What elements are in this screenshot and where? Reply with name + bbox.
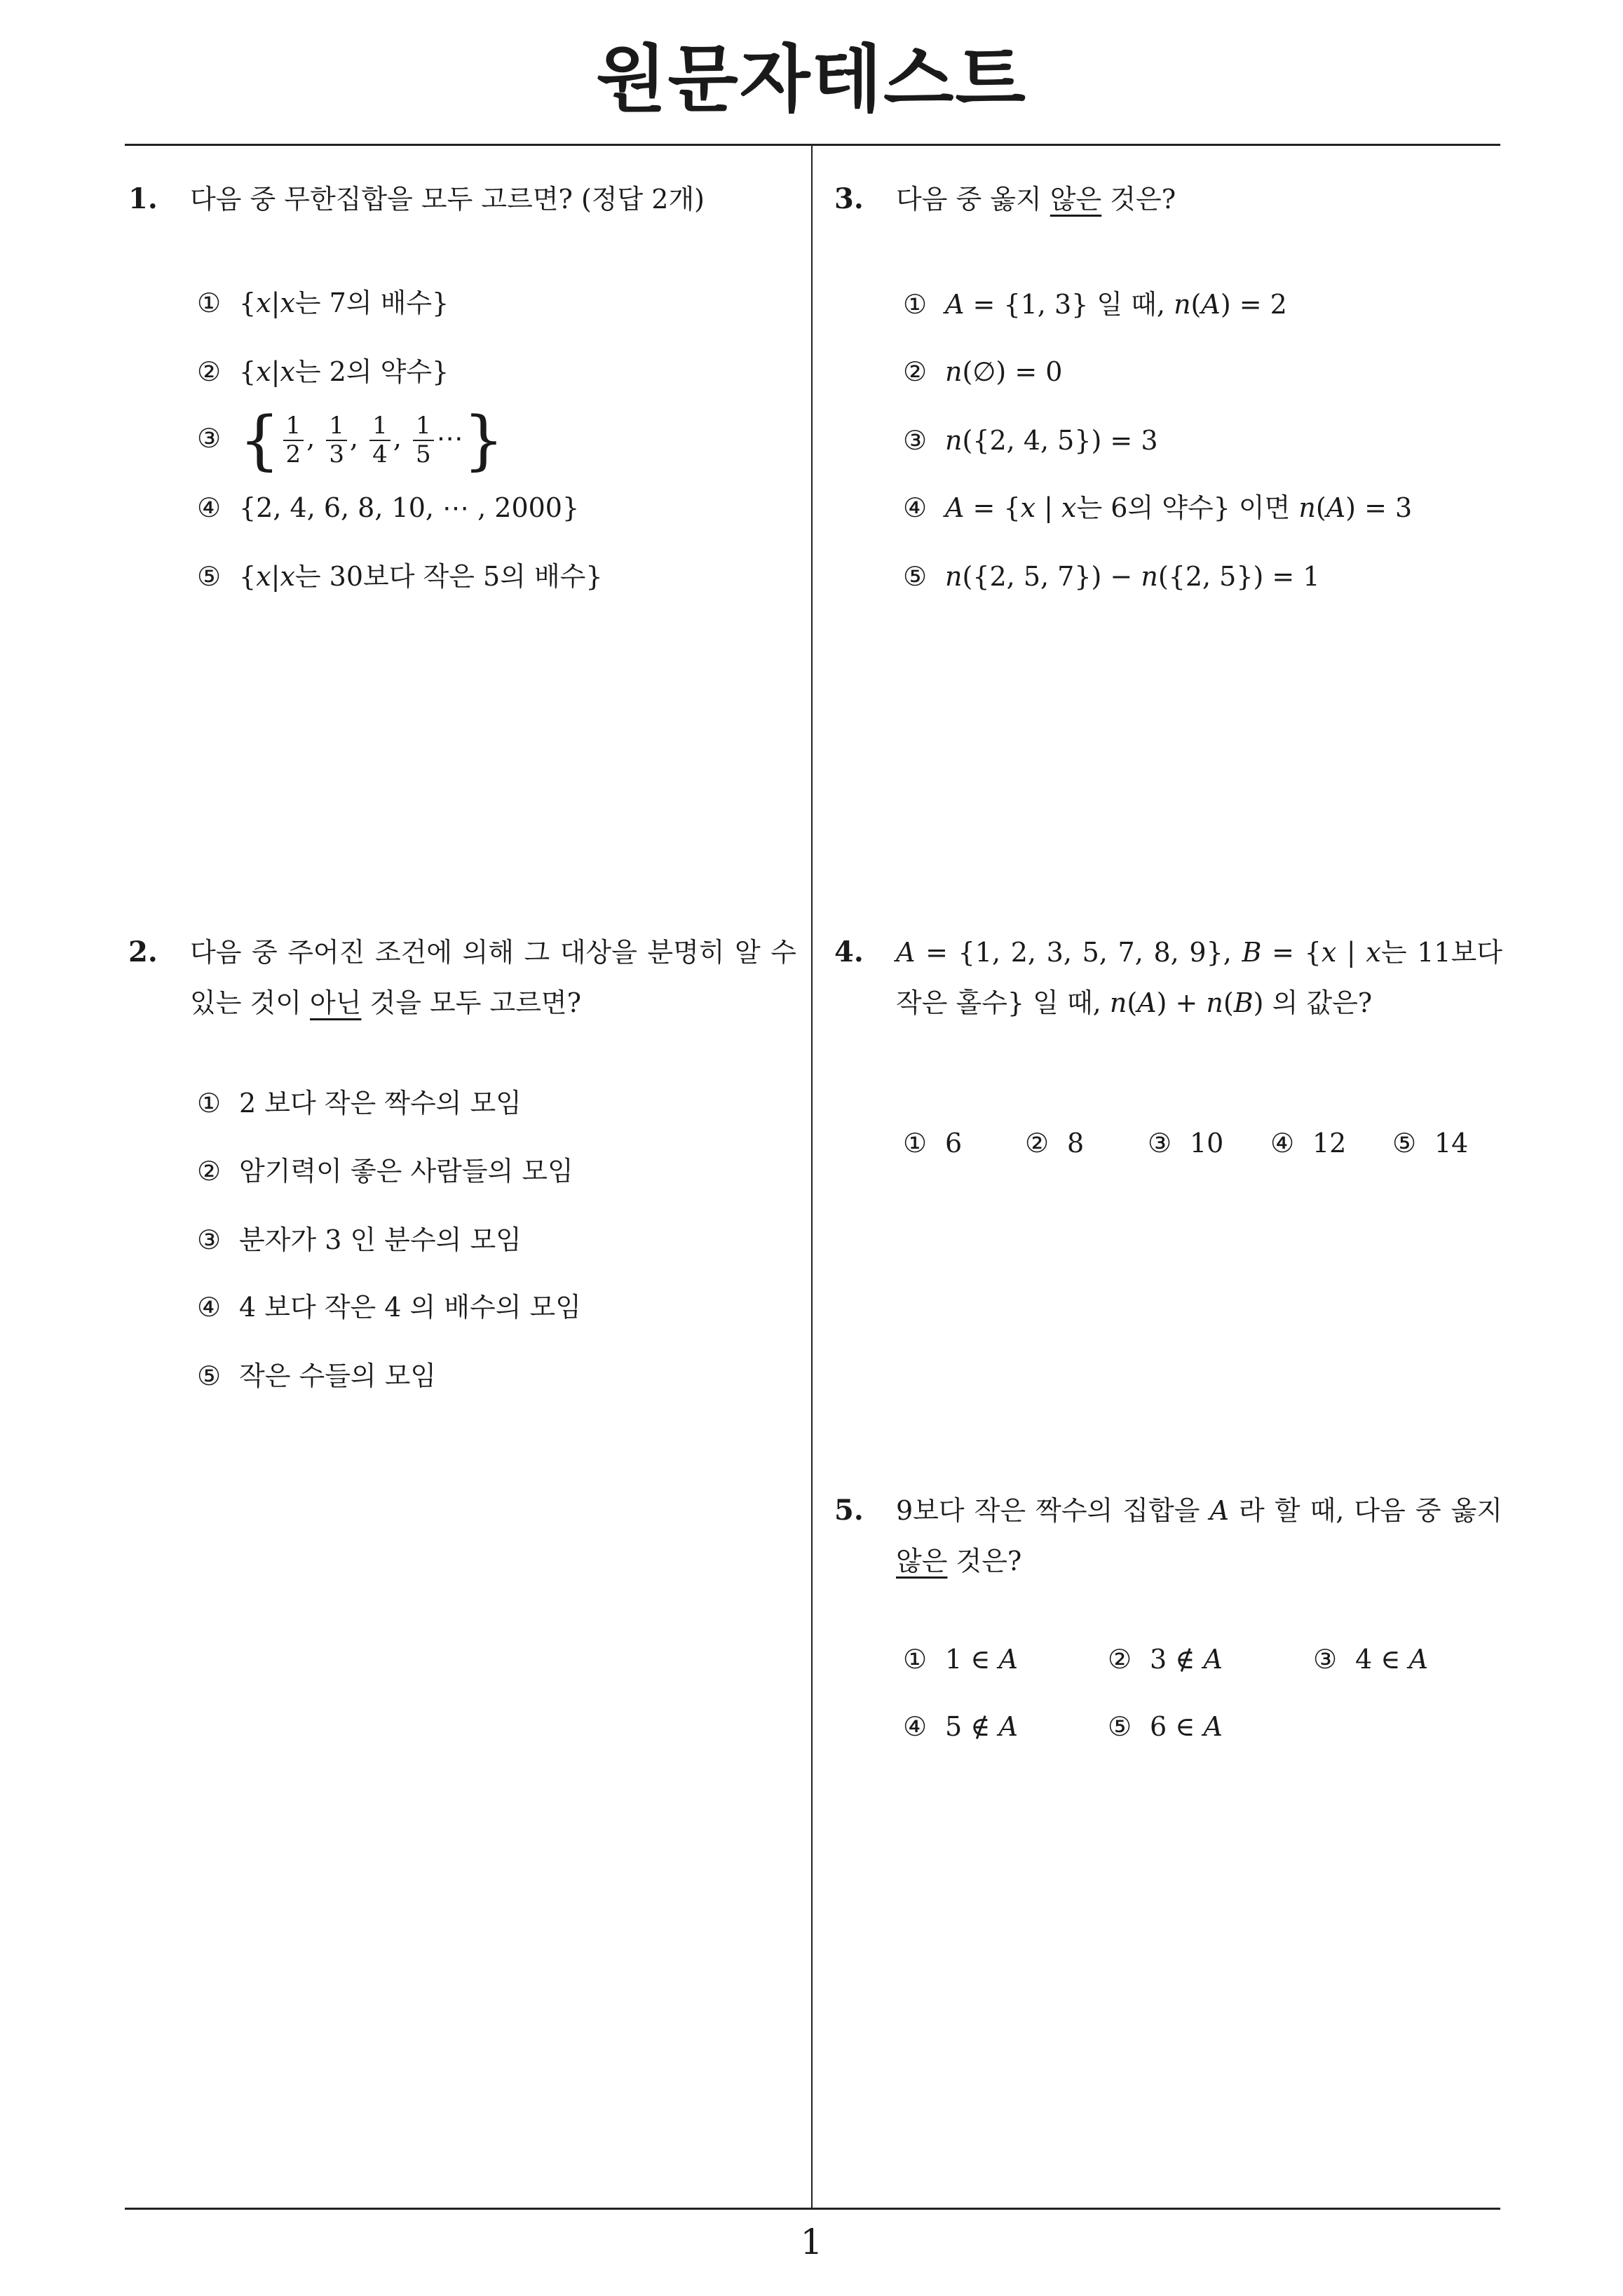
- footer-rule: [125, 2208, 1500, 2210]
- question-5: [834, 1485, 1507, 1780]
- option-marker: ①: [903, 289, 928, 320]
- option-3[interactable]: 분자가 3 인 분수의 모임: [239, 1224, 522, 1255]
- option-marker: ①: [197, 288, 222, 318]
- option-marker: ③: [197, 422, 222, 454]
- option-5[interactable]: ⑤ n({2, 5, 7}) − n({2, 5}) = 1: [903, 551, 1320, 602]
- option-marker: ④: [197, 492, 222, 523]
- header-rule: [125, 144, 1500, 146]
- option-5[interactable]: ⑤ {x|x는 30보다 작은 5의 배수}: [197, 551, 603, 602]
- option-5[interactable]: 작은 수들의 모임: [239, 1360, 437, 1391]
- option-marker: ⑤: [197, 561, 222, 592]
- option-2[interactable]: ② 3 ∉ A: [1108, 1634, 1223, 1684]
- option-marker: ①: [197, 1088, 222, 1119]
- question-text: 9보다 작은 짝수의 집합을 A 라 할 때, 다음 중 옳지 않은 것은?: [896, 1495, 1503, 1576]
- question-4: [834, 927, 1507, 1180]
- option-1[interactable]: ① {x|x는 7의 배수}: [197, 278, 449, 328]
- option-marker: ②: [197, 1156, 222, 1187]
- option-1[interactable]: ① 1 ∈ A: [903, 1634, 1018, 1684]
- option-marker: ④: [197, 1292, 222, 1323]
- option-marker: ③: [1313, 1644, 1338, 1675]
- question-3: [834, 174, 1507, 609]
- option-4[interactable]: ④ 12: [1270, 1118, 1346, 1168]
- option-marker: ⑤: [1392, 1128, 1417, 1159]
- option-5[interactable]: ⑤ 14: [1392, 1118, 1468, 1168]
- question-1: [128, 174, 801, 609]
- question-number: 4.: [834, 936, 864, 968]
- option-marker: ⑤: [197, 1360, 222, 1391]
- option-marker: ②: [1108, 1644, 1132, 1675]
- option-marker: ③: [197, 1224, 222, 1255]
- question-text: 다음 중 무한집합을 모두 고르면? (정답 2개): [190, 184, 705, 215]
- option-3[interactable]: ③ 4 ∈ A: [1313, 1634, 1428, 1684]
- question-text: 다음 중 옳지 않은 것은?: [896, 184, 1176, 215]
- option-2[interactable]: ② 8: [1025, 1118, 1084, 1168]
- option-marker: ④: [1270, 1128, 1295, 1159]
- option-1[interactable]: ① 6: [903, 1118, 962, 1168]
- option-3[interactable]: ③ n({2, 4, 5}) = 3: [903, 415, 1158, 466]
- option-marker: ③: [903, 425, 928, 456]
- option-marker: ⑤: [1108, 1711, 1132, 1742]
- option-marker: ①: [903, 1128, 928, 1159]
- page-number: 1: [800, 2222, 823, 2262]
- question-number: 1.: [128, 182, 158, 215]
- option-3[interactable]: ③ { $\frac{1}{2}$ , $\frac{1}{3}$ , $\frac{1}{4}$ , $\frac{1}{5}$ ⋯}: [197, 403, 505, 478]
- option-marker: ④: [903, 492, 928, 523]
- option-marker: ②: [903, 356, 928, 387]
- option-4[interactable]: 4 보다 작은 4 의 배수의 모임: [239, 1292, 581, 1323]
- option-marker: ①: [903, 1644, 928, 1675]
- option-marker: ⑤: [903, 561, 928, 592]
- option-1[interactable]: ① A = {1, 3} 일 때, n(A) = 2: [903, 279, 1287, 330]
- option-marker: ④: [903, 1711, 928, 1742]
- option-4[interactable]: ④ A = {x | x는 6의 약수} 이면 n(A) = 3: [903, 482, 1412, 533]
- option-3[interactable]: ③ 10: [1148, 1118, 1223, 1168]
- column-divider: [811, 145, 813, 2208]
- option-1[interactable]: 2 보다 작은 짝수의 모임: [239, 1088, 522, 1119]
- question-number: 3.: [834, 182, 864, 215]
- option-4[interactable]: ④ 5 ∉ A: [903, 1701, 1018, 1752]
- question-text: 다음 중 주어진 조건에 의해 그 대상을 분명히 알 수 있는 것이 아닌 것을 모두 고르면?: [190, 937, 796, 1018]
- option-2[interactable]: ② {x|x는 2의 약수}: [197, 346, 449, 397]
- question-text: A = {1, 2, 3, 5, 7, 8, 9}, B = {x | x는 11보다 작은 홀수} 일 때, n(A) + n(B) 의 값은?: [896, 937, 1502, 1018]
- option-marker: ②: [1025, 1128, 1050, 1159]
- question-number: 5.: [834, 1494, 864, 1527]
- option-5[interactable]: ⑤ 6 ∈ A: [1108, 1701, 1223, 1752]
- option-marker: ③: [1148, 1128, 1172, 1159]
- question-2: [128, 927, 801, 1418]
- option-2[interactable]: ② n(∅) = 0: [903, 346, 1062, 397]
- question-number: 2.: [128, 936, 158, 968]
- option-4[interactable]: ④ {2, 4, 6, 8, 10, ⋯ , 2000}: [197, 482, 579, 533]
- option-marker: ②: [197, 356, 222, 387]
- page-title: 원문자테스트: [596, 36, 1027, 122]
- option-2[interactable]: 암기력이 좋은 사람들의 모임: [239, 1156, 573, 1187]
